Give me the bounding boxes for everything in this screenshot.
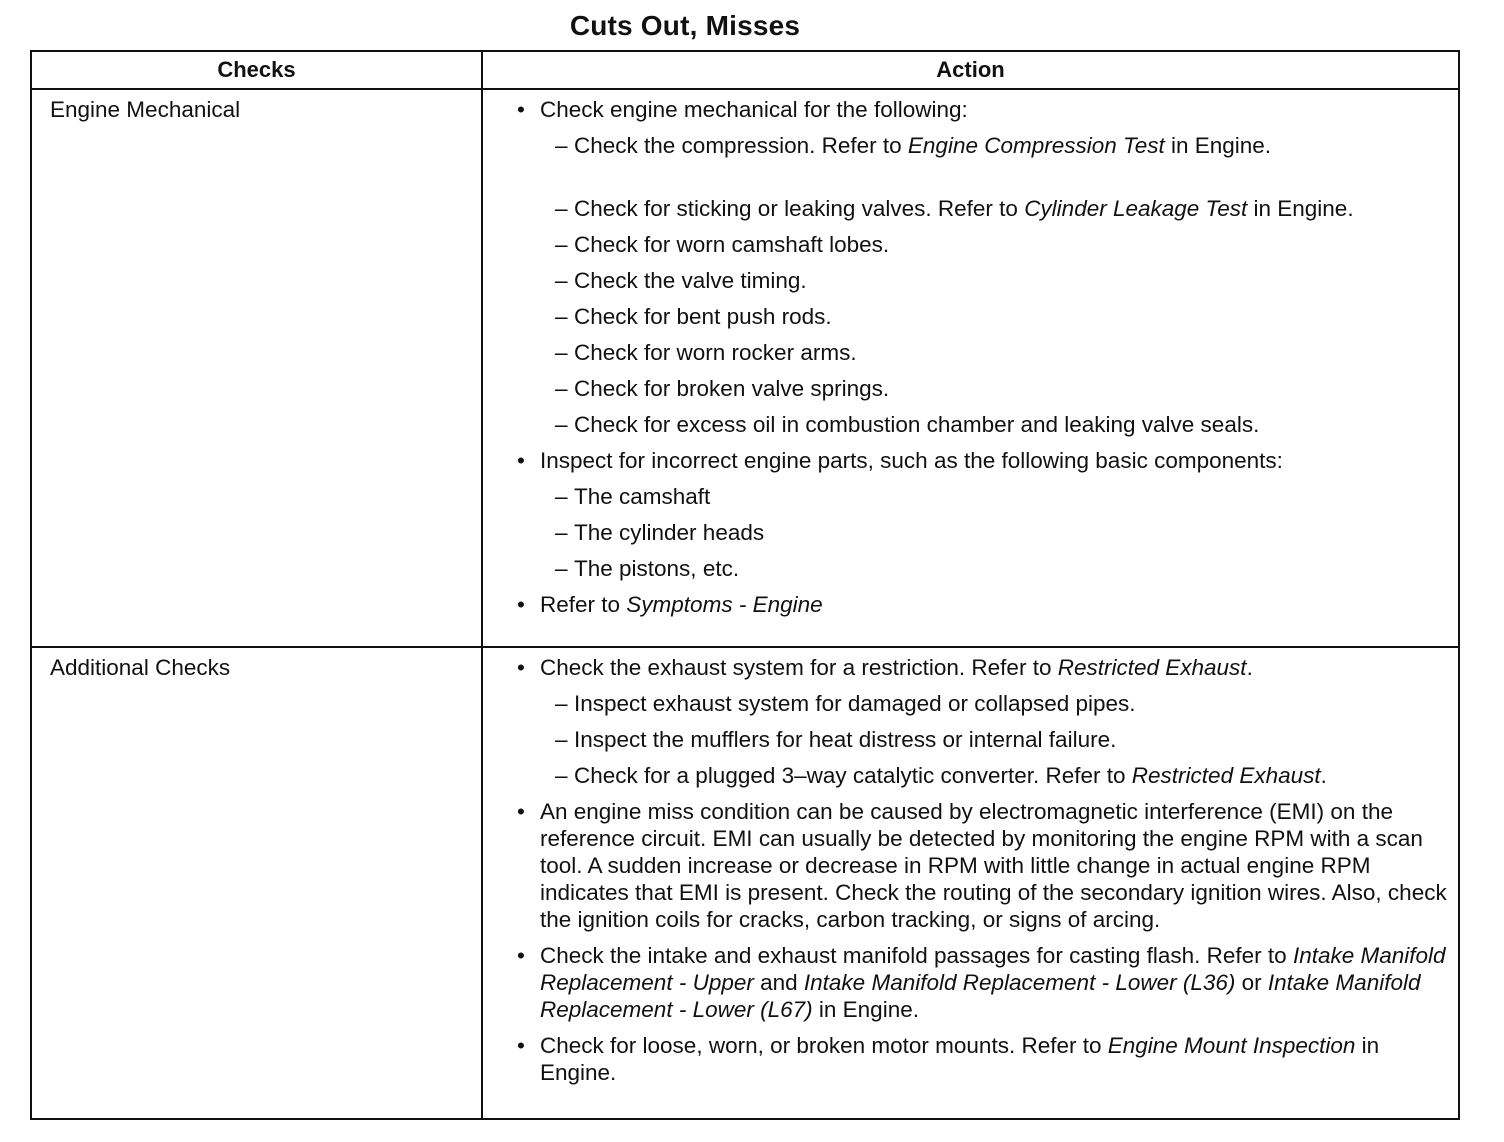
check-cell: Engine Mechanical <box>31 89 482 647</box>
action-text: Inspect exhaust system for damaged or collapsed pipes. <box>574 691 1136 716</box>
action-text: Check the valve timing. <box>574 268 807 293</box>
action-bullet <box>513 447 1448 474</box>
action-text: Refer to <box>540 592 627 617</box>
table-row-additional-checks <box>31 647 1459 1119</box>
manual-reference: Engine Compression Test <box>907 133 1165 158</box>
action-text: Check the intake and exhaust manifold passages for casting flash. Refer to <box>540 943 1293 968</box>
action-bullet <box>513 96 1448 123</box>
action-subitem <box>513 132 1448 159</box>
action-text: The camshaft <box>574 484 711 509</box>
action-subitem <box>513 411 1448 438</box>
action-text: The cylinder heads <box>574 520 765 545</box>
manual-reference: Restricted Exhaust <box>1131 763 1321 788</box>
action-text: in Engine. <box>812 997 919 1022</box>
action-subitem <box>513 195 1448 222</box>
action-text: . <box>1320 763 1327 788</box>
action-column-header: Action <box>482 51 1459 89</box>
action-text: Check the compression. Refer to <box>574 133 908 158</box>
action-text: Check for a plugged 3–way catalytic converter. Refer to <box>574 763 1132 788</box>
action-text: Check for worn rocker arms. <box>574 340 857 365</box>
action-cell <box>482 89 1459 647</box>
action-cell <box>482 647 1459 1119</box>
action-text: and <box>753 970 804 995</box>
action-text: in Engine. <box>1247 196 1354 221</box>
action-text: Check for loose, worn, or broken motor mounts. Refer to <box>540 1033 1108 1058</box>
manual-reference: Symptoms - Engine <box>626 592 823 617</box>
checks-table <box>30 50 1460 1120</box>
manual-reference: Intake Manifold Replacement - Lower (L67) <box>540 970 1421 1022</box>
table-header-row <box>31 51 1459 89</box>
action-bullet <box>513 798 1448 933</box>
action-subitem <box>513 726 1448 753</box>
manual-reference: Intake Manifold Replacement - Lower (L36) <box>803 970 1236 995</box>
action-subitem <box>513 519 1448 546</box>
manual-reference: Restricted Exhaust <box>1057 655 1247 680</box>
action-subitem <box>513 762 1448 789</box>
action-text: Inspect the mufflers for heat distress or internal failure. <box>574 727 1117 752</box>
action-text: in Engine. <box>540 1033 1380 1085</box>
page-title: Cuts Out, Misses <box>569 10 801 41</box>
check-cell: Additional Checks <box>31 647 482 1119</box>
action-bullet <box>513 591 1448 618</box>
action-subitem <box>513 303 1448 330</box>
action-text: Check engine mechanical for the following: <box>540 97 968 122</box>
manual-reference: Intake Manifold Replacement - Upper <box>540 943 1446 995</box>
action-text: Inspect for incorrect engine parts, such as the following basic components: <box>540 448 1283 473</box>
action-subitem <box>513 339 1448 366</box>
action-text: Check for worn camshaft lobes. <box>574 232 890 257</box>
action-text: Check for sticking or leaking valves. Refer to <box>574 196 1025 221</box>
action-subitem <box>513 267 1448 294</box>
action-text: Check for bent push rods. <box>574 304 832 329</box>
action-bullet <box>513 942 1448 1023</box>
action-text: . <box>1246 655 1253 680</box>
action-subitem <box>513 483 1448 510</box>
manual-reference: Engine Mount Inspection <box>1107 1033 1356 1058</box>
action-text: Check for broken valve springs. <box>574 376 890 401</box>
action-text: Check for excess oil in combustion chamber and leaking valve seals. <box>574 412 1260 437</box>
action-subitem <box>513 375 1448 402</box>
table-row-engine-mechanical <box>31 89 1459 647</box>
action-text: in Engine. <box>1164 133 1272 158</box>
checks-column-header: Checks <box>31 51 482 89</box>
action-subitem <box>513 231 1448 258</box>
action-text: The pistons, etc. <box>574 556 740 581</box>
action-bullet <box>513 654 1448 681</box>
action-bullet <box>513 1032 1448 1086</box>
action-text: Check the exhaust system for a restriction. Refer to <box>540 655 1058 680</box>
action-subitem <box>513 690 1448 717</box>
action-subitem <box>513 555 1448 582</box>
manual-reference: Cylinder Leakage Test <box>1024 196 1248 221</box>
action-text: or <box>1235 970 1268 995</box>
action-text: An engine miss condition can be caused by electromagnetic interference (EMI) on the reference circuit. EMI can usually be detected by monitoring the engine RPM with a scan tool. A sudden increase or decrease in RPM with little change in actual engine RPM indicates that EMI is present. Check the routing of the secondary ignition wires. Also, check the ignition coils for cracks, carbon tracking, or signs of arcing. <box>540 799 1447 932</box>
